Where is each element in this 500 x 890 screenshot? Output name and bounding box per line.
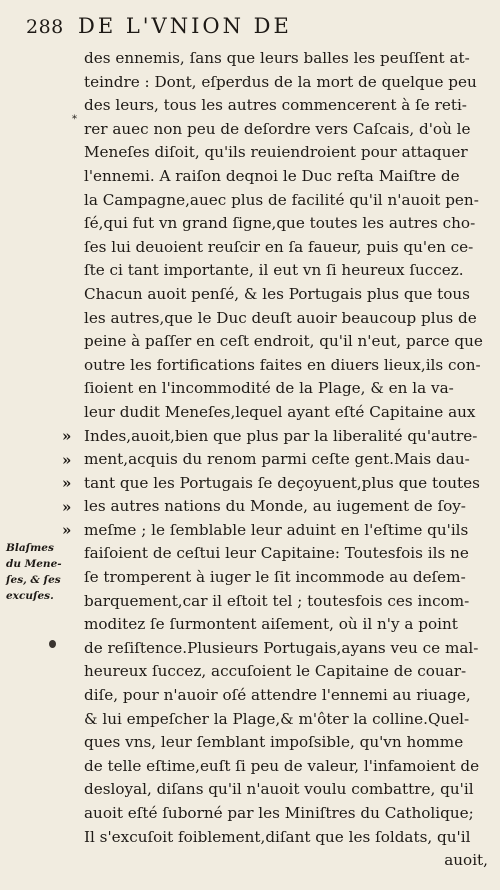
text-line: ſte ci tant importante, il eut vn ſi heureux ſuccez. xyxy=(84,261,464,280)
text-line: & lui empeſcher la Plage,& m'ôter la colline.Quel- xyxy=(84,709,470,728)
catchword: auoit, xyxy=(444,851,488,870)
text-line: barquement,car il eſtoit tel ; toutesfois ces incom- xyxy=(84,591,470,610)
asterisk-mark: * xyxy=(72,114,77,125)
body-text xyxy=(84,47,494,873)
margin-note-line: ſes, & ſes xyxy=(6,574,61,586)
text-line: Indes,auoit,bien que plus par la liberalité qu'autre- xyxy=(84,426,478,445)
text-line: rer auec non peu de deſordre vers Caſcais, d'où le xyxy=(84,119,471,138)
page-number: 288 xyxy=(26,16,64,38)
text-line: diſe, pour n'auoir oſé attendre l'ennemi au riuage, xyxy=(84,686,471,705)
text-line: les autres nations du Monde, au iugement de ſoy- xyxy=(84,497,466,516)
text-line: ques vns, leur ſemblant impoſsible, qu'vn homme xyxy=(84,733,464,752)
margin-note-line: Blaſmes xyxy=(6,542,54,554)
text-line: la Campagne,auec plus de facilité qu'il n'auoit pen- xyxy=(84,190,479,209)
text-line: les autres,que le Duc deuſt auoir beaucoup plus de xyxy=(84,308,477,327)
text-line: ment,acquis du renom parmi ceſte gent.Mais dau- xyxy=(84,450,470,469)
text-line: auoit eſté ſuborné par les Miniſtres du Catholique; xyxy=(84,804,474,822)
quote-mark: » xyxy=(62,497,72,516)
text-line: de telle eſtime,euſt ſi peu de valeur, l'infamoient de xyxy=(84,756,480,775)
text-line: Il s'excuſoit foiblement,diſant que les ſoldats, qu'il xyxy=(84,827,471,846)
text-line: moditez ſe ſurmontent aiſement, où il n'y a point xyxy=(84,615,458,634)
ink-blot-mark xyxy=(49,640,56,648)
text-line: desloyal, diſans qu'il n'auoit voulu combattre, qu'il xyxy=(84,780,474,799)
margin-note-line: du Mene- xyxy=(6,558,62,570)
text-line: faiſoient de ceſtui leur Capitaine: Toutesfois ils ne xyxy=(84,544,469,563)
text-line: Meneſes diſoit, qu'ils reuiendroient pour attaquer xyxy=(84,143,468,162)
text-line: ſioient en l'incommodité de la Plage, & en la va- xyxy=(84,379,454,398)
text-line: ſé,qui fut vn grand ſigne,que toutes les autres cho- xyxy=(84,214,476,233)
text-line: leur dudit Meneſes,lequel ayant eſté Capitaine aux xyxy=(84,402,476,421)
quote-mark: » xyxy=(62,450,72,469)
text-line: l'ennemi. A raiſon deqnoi le Duc reſta Maiſtre de xyxy=(84,166,460,185)
text-line: teindre : Dont, eſperdus de la mort de quelque peu xyxy=(84,72,477,91)
margin-note-line: excuſes. xyxy=(6,590,54,602)
text-line: outre les fortifications faites en diuers lieux,ils con- xyxy=(84,355,481,374)
text-line: ſe tromperent à iuger le ſit incommode au deſem- xyxy=(84,568,466,587)
text-line: Chacun auoit penſé, & les Portugais plus que tous xyxy=(84,284,470,303)
quote-mark: » xyxy=(62,474,72,493)
text-line: meſme ; le ſemblable leur aduint en l'eſtime qu'ils xyxy=(84,520,469,539)
text-line: des ennemis, ſans que leurs balles les peuſſent at- xyxy=(84,49,470,67)
marginal-note xyxy=(6,540,78,604)
quotation-marks-column xyxy=(62,425,78,543)
text-line: peine à paſſer en ceſt endroit, qu'il n'eut, parce que xyxy=(84,332,483,351)
text-line: des leurs, tous les autres commencerent à ſe reti- xyxy=(84,96,467,115)
running-head: DE L'VNION DE xyxy=(78,14,292,38)
text-line: ſes lui deuoient reuſcir en ſa faueur, puis qu'en ce- xyxy=(84,237,474,256)
quote-mark: » xyxy=(62,521,72,540)
text-line: heureux ſuccez, accuſoient le Capitaine de couar- xyxy=(84,662,467,681)
text-line: de reſiſtence.Plusieurs Portugais,ayans veu ce mal- xyxy=(84,638,479,657)
quote-mark: » xyxy=(62,427,72,445)
text-line: tant que les Portugais ſe deçoyuent,plus que toutes xyxy=(84,473,480,492)
